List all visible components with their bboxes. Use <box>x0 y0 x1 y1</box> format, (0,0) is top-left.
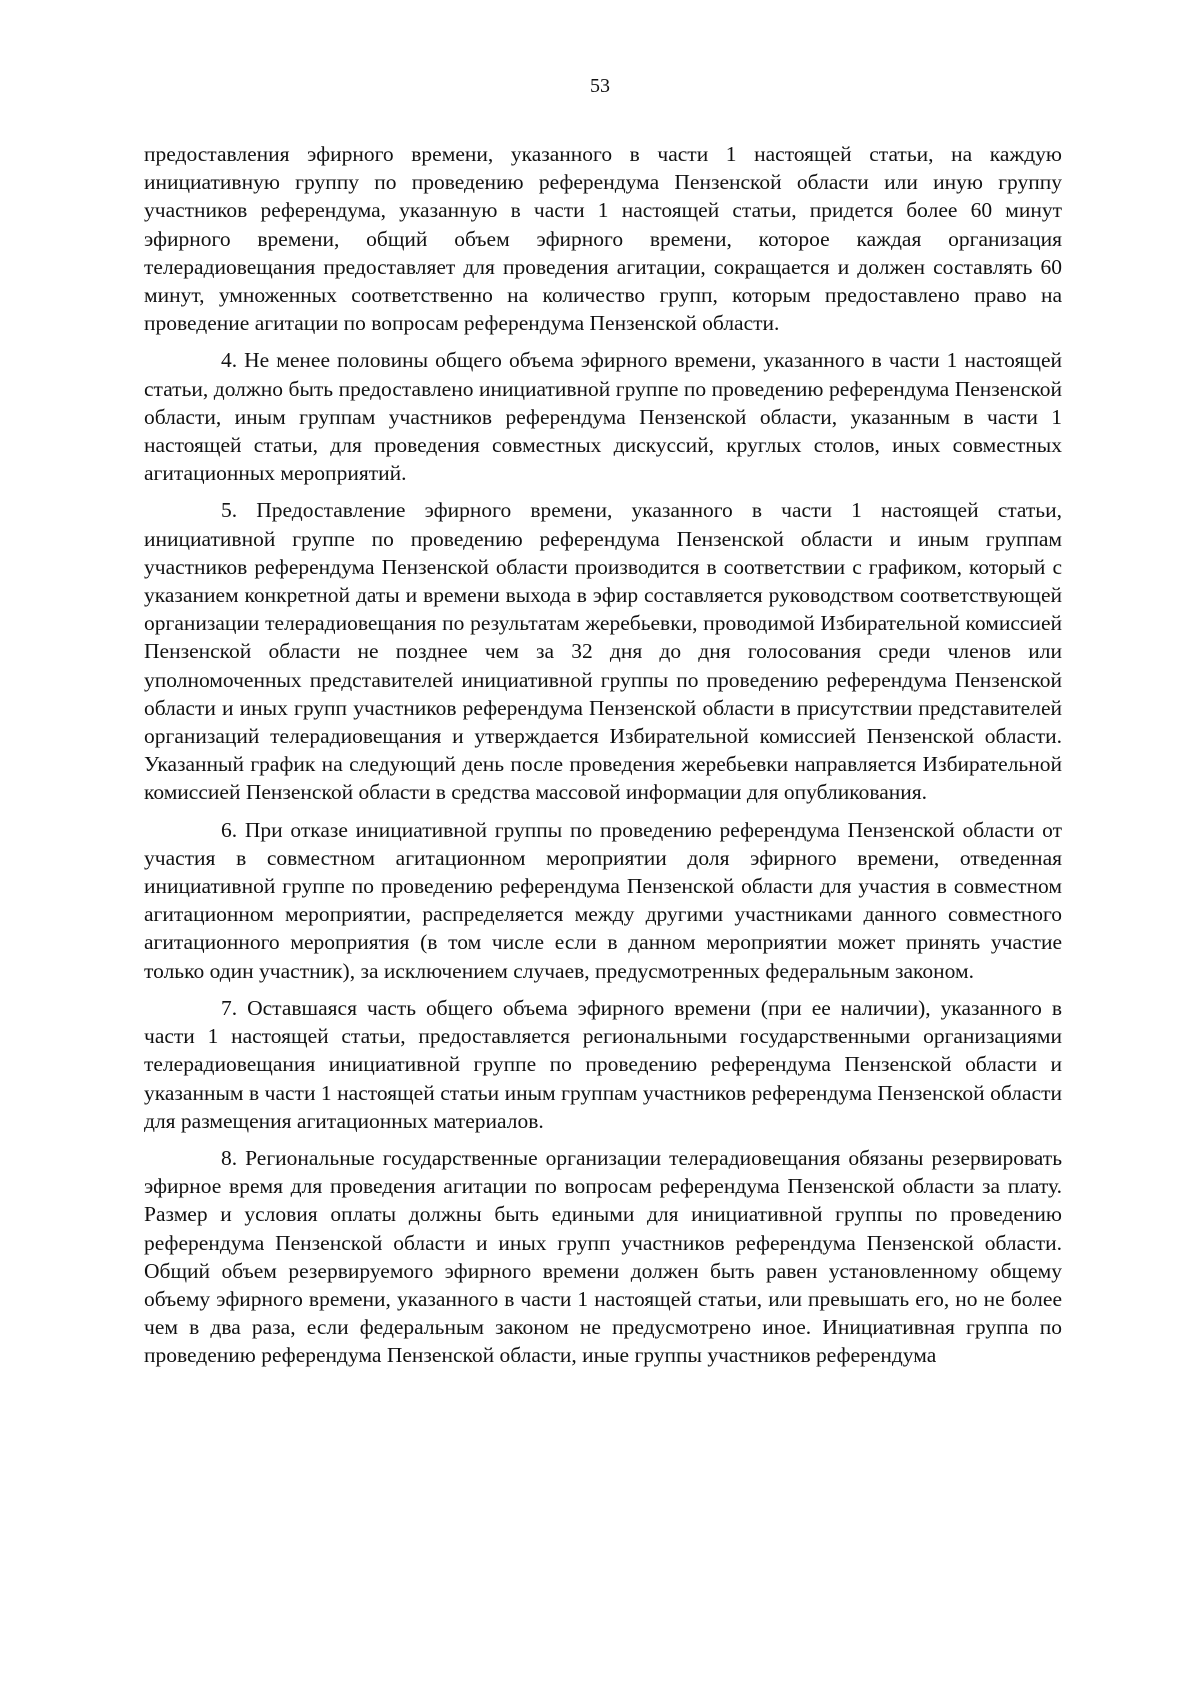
document-body <box>144 140 1062 1379</box>
paragraph-item-4: 4. Не менее половины общего объема эфирного времени, указанного в части 1 настоящей статьи, должно быть предоставлено инициативной группе по проведению референдума Пензенской области, иным группам участников референдума Пензенской области, указанным в части 1 настоящей статьи, для проведения совместных дискуссий, круглых столов, иных совместных агитационных мероприятий. <box>144 348 1062 486</box>
paragraph-continuation: предоставления эфирного времени, указанного в части 1 настоящей статьи, на каждую инициативную группу по проведению референдума Пензенской области или иную группу участников референдума, указанную в части 1 настоящей статьи, придется более 60 минут эфирного времени, общий объем эфирного времени, которое каждая организация телерадиовещания предоставляет для проведения агитации, сокращается и должен составлять 60 минут, умноженных соответственно на количество групп, которым предоставлено право на проведение агитации по вопросам референдума Пензенской области. <box>144 142 1062 336</box>
paragraph-item-7: 7. Оставшаяся часть общего объема эфирного времени (при ее наличии), указанного в части 1 настоящей статьи, предоставляется региональными государственными организациями телерадиовещания инициативной группе по проведению референдума Пензенской области и указанным в части 1 настоящей статьи иным группам участников референдума Пензенской области для размещения агитационных материалов. <box>144 995 1062 1133</box>
paragraph-item-5: 5. Предоставление эфирного времени, указанного в части 1 настоящей статьи, инициативной группе по проведению референдума Пензенской области и иным группам участников референдума Пензенской области производится в соответствии с графиком, который с указанием конкретной даты и времени выхода в эфир составляется руководством соответствующей организации телерадиовещания по результатам жеребьевки, проводимой Избирательной комиссией Пензенской области не позднее чем за 32 дня до дня голосования среди членов или уполномоченных представителей инициативной группы по проведению референдума Пензенской области и иных групп участников референдума Пензенской области в присутствии представителей организаций телерадиовещания и утверждается Избирательной комиссией Пензенской области. Указанный график на следующий день после проведения жеребьевки направляется Избирательной комиссией Пензенской области в средства массовой информации для опубликования. <box>144 498 1062 805</box>
paragraph-item-8: 8. Региональные государственные организации телерадиовещания обязаны резервировать эфирное время для проведения агитации по вопросам референдума Пензенской области за плату. Размер и условия оплаты должны быть едиными для инициативной группы по проведению референдума Пензенской области и иных групп участников референдума Пензенской области. Общий объем резервируемого эфирного времени должен быть равен установленному общему объему эфирного времени, указанного в части 1 настоящей статьи, или превышать его, но не более чем в два раза, если федеральным законом не предусмотрено иное. Инициативная группа по проведению референдума Пензенской области, иные группы участников референдума <box>144 1145 1062 1368</box>
page-number: 53 <box>590 75 610 97</box>
paragraph-item-6: 6. При отказе инициативной группы по проведению референдума Пензенской области от участия в совместном агитационном мероприятии доля эфирного времени, отведенная инициативной группе по проведению референдума Пензенской области для участия в совместном агитационном мероприятии, распределяется между другими участниками данного совместного агитационного мероприятия (в том числе если в данном мероприятии может принять участие только один участник), за исключением случаев, предусмотренных федеральным законом. <box>144 817 1062 983</box>
